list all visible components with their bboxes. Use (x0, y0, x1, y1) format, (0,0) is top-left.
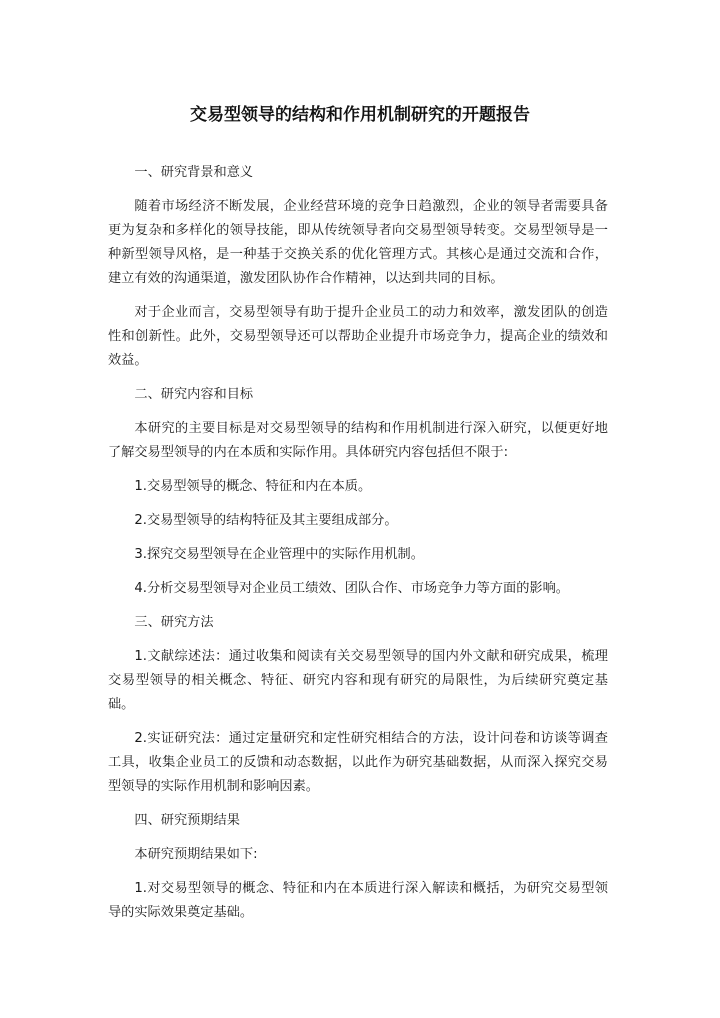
body-paragraph: 2.实证研究法：通过定量研究和定性研究相结合的方法，设计问卷和访谈等调查工具，收集企业员工的反馈和动态数据，以此作为研究基础数据，从而深入探究交易型领导的实际作用机制和影响因素。 (108, 731, 608, 794)
document-body (108, 161, 608, 935)
section-intro: 本研究预期结果如下: (134, 847, 258, 862)
body-paragraph: 随着市场经济不断发展，企业经营环境的竞争日趋激烈，企业的领导者需要具备更为复杂和多样化的领导技能，即从传统领导者向交易型领导转变。交易型领导是一种新型领导风格，是一种基于交换关系的优化管理方式。其核心是通过交流和合作，建立有效的沟通渠道，激发团队协作合作精神，以达到共同的目标。 (108, 199, 608, 286)
section-heading: 三、研究方法 (134, 615, 214, 630)
section-intro: 本研究的主要目标是对交易型领导的结构和作用机制进行深入研究，以便更好地了解交易型领导的内在本质和实际作用。具体研究内容包括但不限于: (108, 421, 608, 460)
list-item: 4.分析交易型领导对企业员工绩效、团队合作、市场竞争力等方面的影响。 (134, 581, 569, 596)
body-paragraph: 对于企业而言，交易型领导有助于提升企业员工的动力和效率，激发团队的创造性和创新性。此外，交易型领导还可以帮助企业提升市场竞争力，提高企业的绩效和效益。 (108, 305, 608, 368)
list-item: 3.探究交易型领导在企业管理中的实际作用机制。 (134, 547, 424, 562)
list-item: 1.交易型领导的概念、特征和内在本质。 (134, 479, 372, 494)
section-heading: 一、研究背景和意义 (134, 165, 254, 180)
section-heading: 四、研究预期结果 (134, 813, 240, 828)
list-item: 1.对交易型领导的概念、特征和内在本质进行深入解读和概括，为研究交易型领导的实际效果奠定基础。 (108, 881, 608, 920)
section-content-goals (108, 383, 608, 601)
section-methods (108, 611, 608, 799)
section-background (108, 161, 608, 373)
section-heading: 二、研究内容和目标 (134, 387, 254, 402)
section-expected-results (108, 809, 608, 925)
body-paragraph: 1.文献综述法：通过收集和阅读有关交易型领导的国内外文献和研究成果，梳理交易型领导的相关概念、特征、研究内容和现有研究的局限性，为后续研究奠定基础。 (108, 649, 608, 712)
document-title: 交易型领导的结构和作用机制研究的开题报告 (190, 105, 530, 125)
list-item: 2.交易型领导的结构特征及其主要组成部分。 (134, 513, 398, 528)
